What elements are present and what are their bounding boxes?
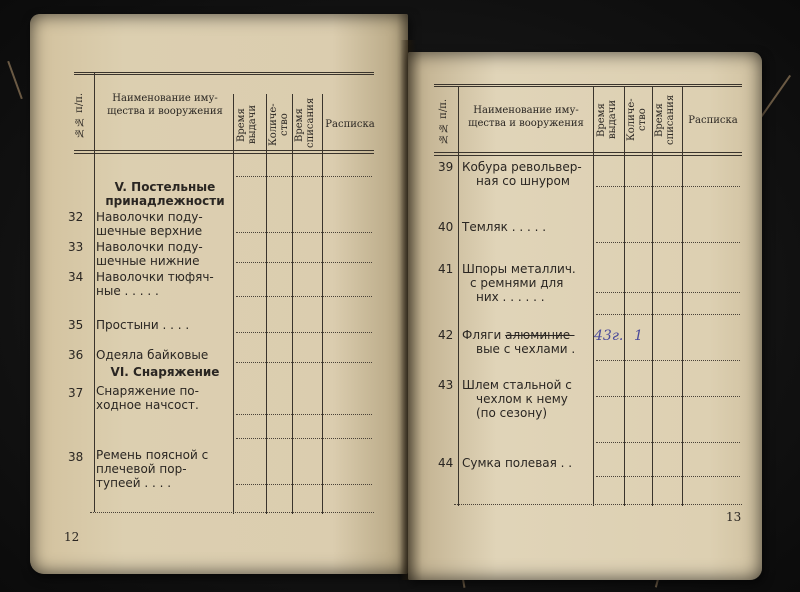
item-line1: Простыни . . . .	[96, 318, 190, 332]
right-page	[408, 52, 762, 580]
item-line1: Наволочки поду-	[96, 210, 203, 224]
row-item	[462, 456, 592, 470]
header-issue-time: Время выдачи	[596, 100, 618, 140]
row-number: 33	[68, 240, 84, 254]
header-number: №№ п/п.	[74, 92, 85, 138]
column-divider	[458, 86, 459, 506]
item-line1: Темляк . . . . .	[462, 220, 547, 234]
header-name-line2: щества и вооружения	[107, 106, 223, 117]
header-writeoff-time: Время списания	[294, 97, 316, 148]
header-issue-time: Время выдачи	[236, 105, 258, 145]
column-divider	[233, 94, 234, 514]
header-quantity: Количе- ство	[626, 98, 648, 142]
item-line1: Снаряжение по-	[96, 384, 199, 398]
fill-line	[596, 476, 740, 477]
column-divider	[682, 86, 683, 506]
fill-line	[236, 484, 372, 485]
fill-line	[596, 242, 740, 243]
header-top-rule	[74, 72, 374, 75]
row-item	[96, 210, 232, 238]
header-bottom-rule	[74, 150, 374, 151]
item-line3: тупеей . . . .	[96, 476, 172, 490]
fill-line	[236, 176, 372, 177]
row-item	[462, 378, 592, 420]
header-name-line1: Наименование иму-	[473, 105, 579, 116]
item-line2: шечные верхние	[96, 224, 203, 238]
row-number: 44	[438, 456, 454, 470]
section-title-line1: V. Постельные	[114, 180, 216, 194]
item-line2: с ремнями для	[470, 276, 564, 290]
page-number: 12	[64, 530, 80, 544]
page-number: 13	[726, 510, 742, 524]
fill-line	[596, 442, 740, 443]
row-number: 37	[68, 386, 84, 400]
section-title-line2: принадлежности	[105, 194, 225, 208]
handwritten-quantity: 1	[634, 328, 643, 344]
fill-line	[236, 296, 372, 297]
fill-line	[596, 186, 740, 187]
header-bottom-rule-2	[74, 153, 374, 154]
column-divider	[292, 94, 293, 514]
row-number: 43	[438, 378, 454, 392]
item-line3: них . . . . . .	[476, 290, 545, 304]
item-line1: Кобура револьвер-	[462, 160, 582, 174]
fill-line	[236, 414, 372, 415]
item-line1-struck: алюминие-	[505, 328, 575, 342]
item-line1: Сумка полевая . .	[462, 456, 573, 470]
item-line1: Ремень поясной с	[96, 448, 209, 462]
header-number: №№ п/п.	[438, 98, 449, 144]
row-item	[96, 240, 232, 268]
row-number: 40	[438, 220, 454, 234]
row-item	[96, 318, 232, 332]
item-line2: вые с чехлами .	[476, 342, 576, 356]
item-line2: ная со шнуром	[476, 174, 570, 188]
header-name-line1: Наименование иму-	[112, 93, 218, 104]
item-line2: чехлом к нему	[476, 392, 568, 406]
row-item	[96, 448, 232, 490]
fill-line	[236, 362, 372, 363]
fill-line	[596, 314, 740, 315]
fill-line	[596, 396, 740, 397]
header-top-rule	[434, 84, 742, 87]
row-number: 35	[68, 318, 84, 332]
item-line1: Шпоры металлич.	[462, 262, 576, 276]
column-divider	[322, 94, 323, 514]
fill-line	[454, 504, 742, 505]
row-number: 32	[68, 210, 84, 224]
row-number: 38	[68, 450, 84, 464]
row-number: 39	[438, 160, 454, 174]
header-name	[96, 92, 234, 118]
column-divider	[624, 86, 625, 506]
header-writeoff-time: Время списания	[654, 94, 676, 146]
item-line2: шечные нижние	[96, 254, 200, 268]
column-divider	[94, 72, 95, 512]
row-number: 42	[438, 328, 454, 342]
item-line1: Фляги	[462, 328, 506, 342]
header-quantity: Количе- ство	[268, 103, 290, 147]
column-divider	[593, 86, 594, 506]
item-line1: Шлем стальной с	[462, 378, 572, 392]
section-title: VI. Снаряжение	[110, 365, 220, 379]
row-item	[96, 270, 232, 298]
header-signature: Расписка	[688, 115, 738, 126]
fill-line	[236, 262, 372, 263]
fill-line	[596, 360, 740, 361]
header-bottom-rule	[434, 152, 742, 153]
row-item	[462, 328, 592, 356]
column-divider	[266, 94, 267, 514]
item-line2: плечевой пор-	[96, 462, 187, 476]
item-line3: (по сезону)	[476, 406, 548, 420]
row-item	[462, 160, 592, 188]
header-name-line2: щества и вооружения	[468, 118, 584, 129]
item-line1: Наволочки поду-	[96, 240, 203, 254]
row-number: 36	[68, 348, 84, 362]
item-line1: Наволочки тюфяч-	[96, 270, 214, 284]
header-signature: Расписка	[325, 119, 375, 130]
fill-line	[236, 438, 372, 439]
row-number: 41	[438, 262, 454, 276]
handwritten-issue-time: 43г.	[594, 328, 624, 344]
item-line2: ные . . . . .	[96, 284, 159, 298]
left-page	[30, 14, 408, 574]
item-line2: ходное начсост.	[96, 398, 199, 412]
row-item	[96, 348, 232, 362]
fill-line	[90, 512, 374, 513]
column-divider	[652, 86, 653, 506]
header-name	[460, 104, 592, 130]
row-item	[462, 220, 592, 234]
row-number: 34	[68, 270, 84, 284]
fill-line	[596, 292, 740, 293]
item-line1: Одеяла байковые	[96, 348, 209, 362]
fill-line	[236, 332, 372, 333]
header-bottom-rule-2	[434, 155, 742, 156]
section-title	[96, 180, 234, 208]
fill-line	[236, 232, 372, 233]
row-item	[462, 262, 592, 304]
row-item	[96, 384, 232, 412]
